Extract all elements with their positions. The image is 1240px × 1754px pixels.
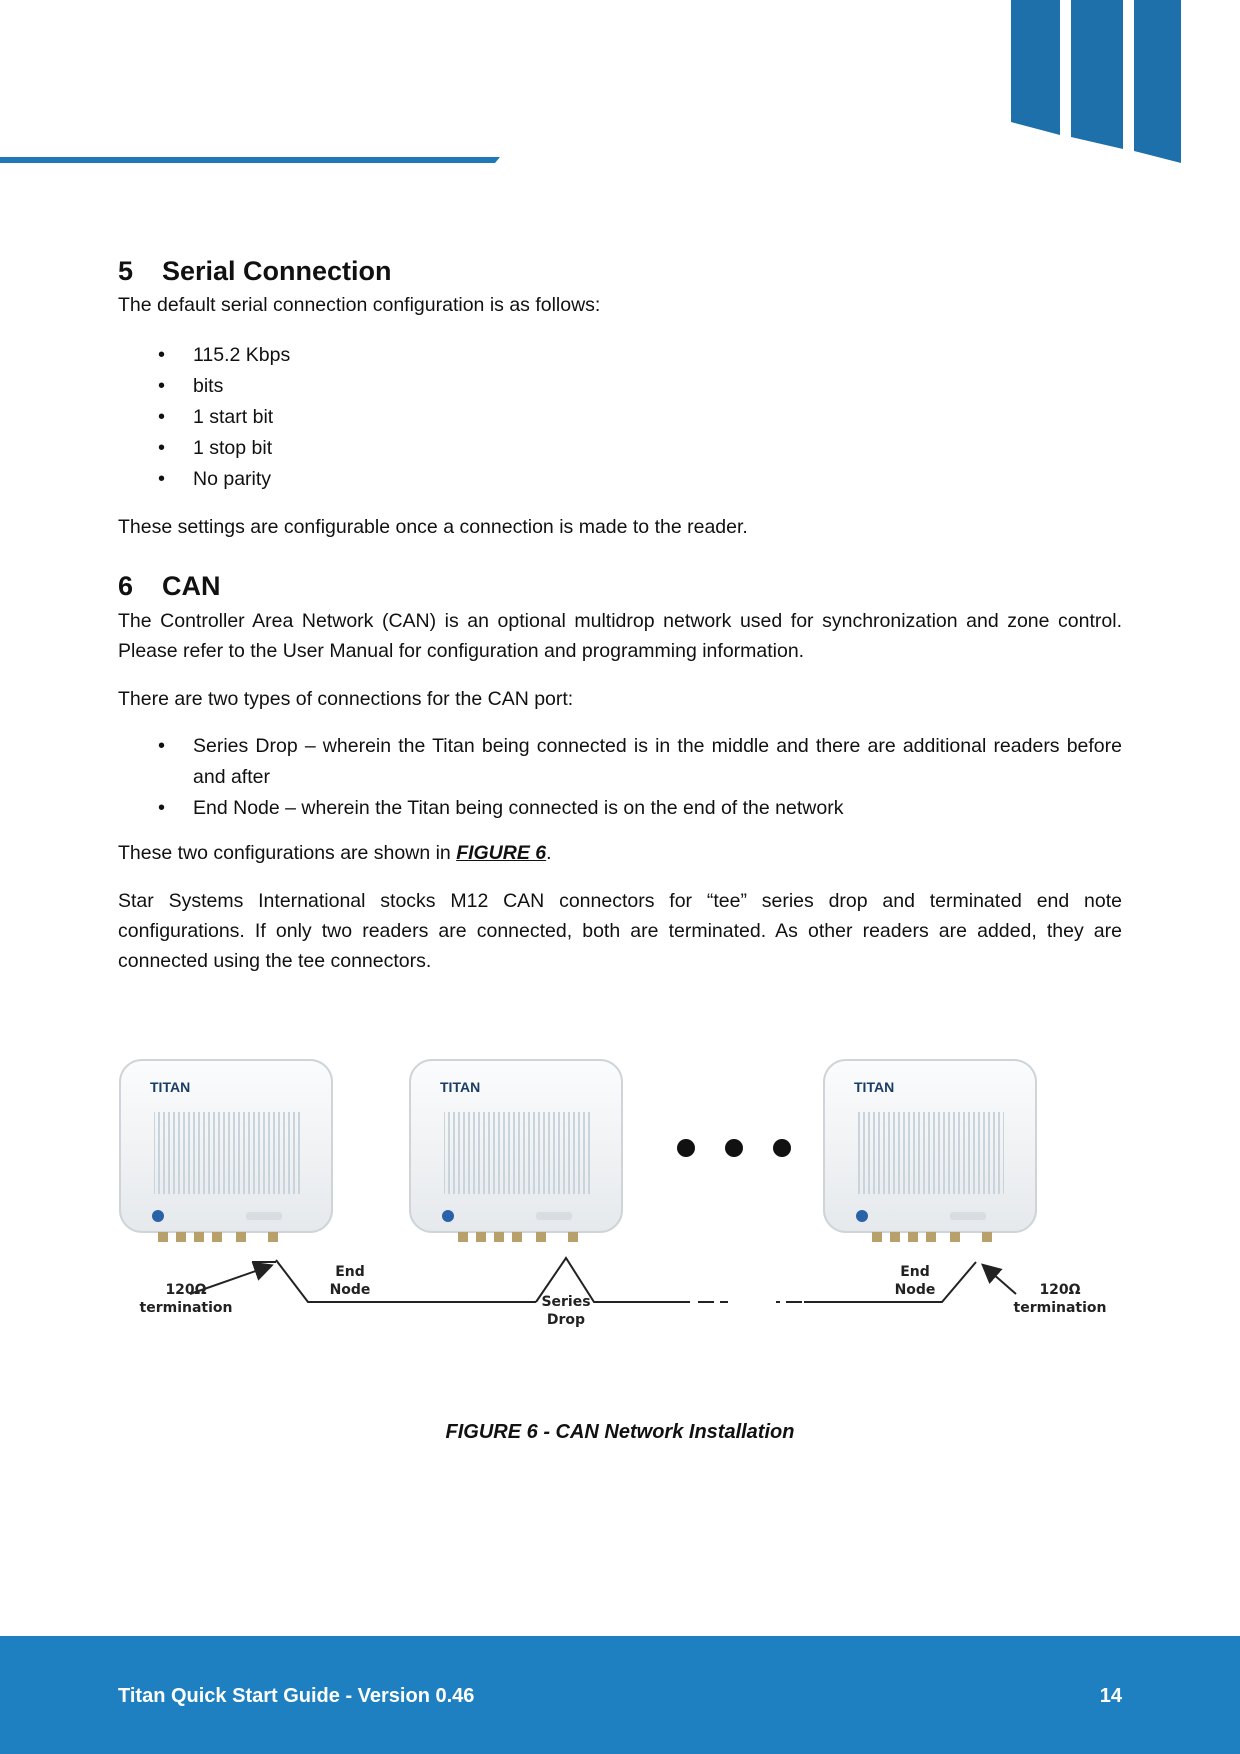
serial-settings-list bbox=[118, 340, 1122, 495]
section-6-paragraph-4: Star Systems International stocks M12 CAN connectors for “tee” series drop and terminated end note configurations. If only two readers are connected, both are terminated. As other readers are added, they are connected using the tee connectors. bbox=[118, 890, 1122, 972]
list-item: • No parity bbox=[118, 464, 1122, 495]
right-termination-value: 120Ω bbox=[1039, 1282, 1081, 1298]
star-logo-icon bbox=[442, 1210, 454, 1222]
left-end-node-label-2: Node bbox=[329, 1282, 371, 1298]
star-logo-icon bbox=[856, 1210, 868, 1222]
list-item: • Series Drop – wherein the Titan being connected is in the middle and there are additional readers before and after bbox=[118, 731, 1122, 793]
right-termination-label: termination bbox=[1013, 1300, 1107, 1316]
series-drop-label-2: Drop bbox=[546, 1312, 586, 1328]
list-item: • 1 start bit bbox=[118, 402, 1122, 433]
section-5-intro: The default serial connection configuration is as follows: bbox=[118, 294, 601, 316]
brand-label: TITAN bbox=[854, 1079, 895, 1095]
can-bus-wiring bbox=[190, 1258, 1016, 1302]
list-item: • 1 stop bit bbox=[118, 433, 1122, 464]
titan-reader-right bbox=[824, 1060, 1036, 1242]
left-end-node-label-1: End bbox=[335, 1264, 365, 1280]
section-6-paragraph-2: There are two types of connections for the CAN port: bbox=[118, 688, 574, 710]
right-end-node-label-2: Node bbox=[894, 1282, 936, 1298]
section-6-heading: 6 CAN bbox=[118, 571, 221, 601]
page-number: 14 bbox=[1099, 1685, 1122, 1707]
left-termination-label: termination bbox=[139, 1300, 233, 1316]
brand-logo-bars bbox=[1000, 0, 1240, 170]
section-5-closing: These settings are configurable once a connection is made to the reader. bbox=[118, 516, 748, 538]
titan-reader-middle bbox=[410, 1060, 622, 1242]
section-5-heading: 5 Serial Connection bbox=[118, 256, 392, 286]
section-6-paragraph-1: The Controller Area Network (CAN) is an optional multidrop network used for synchronization and zone control. Please refer to the User Manual for configuration and programming information. bbox=[118, 610, 1122, 662]
list-item: • bits bbox=[118, 371, 1122, 402]
right-end-node-label-1: End bbox=[900, 1264, 930, 1280]
series-drop-label-1: Series bbox=[541, 1294, 591, 1310]
page-footer bbox=[0, 1636, 1240, 1754]
list-item: • End Node – wherein the Titan being connected is on the end of the network bbox=[118, 793, 1122, 824]
more-readers-ellipsis bbox=[677, 1139, 791, 1157]
can-network-figure bbox=[118, 1040, 1122, 1340]
brand-label: TITAN bbox=[150, 1079, 191, 1095]
list-item: • 115.2 Kbps bbox=[118, 340, 1122, 371]
star-logo-icon bbox=[152, 1210, 164, 1222]
can-types-list bbox=[118, 731, 1122, 824]
brand-label: TITAN bbox=[440, 1079, 481, 1095]
section-6-paragraph-3: These two configurations are shown in FIGURE 6. bbox=[118, 842, 552, 864]
titan-reader-left bbox=[120, 1060, 332, 1242]
figure-caption: FIGURE 6 - CAN Network Installation bbox=[445, 1421, 795, 1443]
footer-title: Titan Quick Start Guide - Version 0.46 bbox=[118, 1685, 475, 1707]
left-termination-value: 120Ω bbox=[165, 1282, 207, 1298]
figure-6-link[interactable]: FIGURE 6 bbox=[456, 842, 547, 864]
header-rule bbox=[0, 157, 500, 163]
